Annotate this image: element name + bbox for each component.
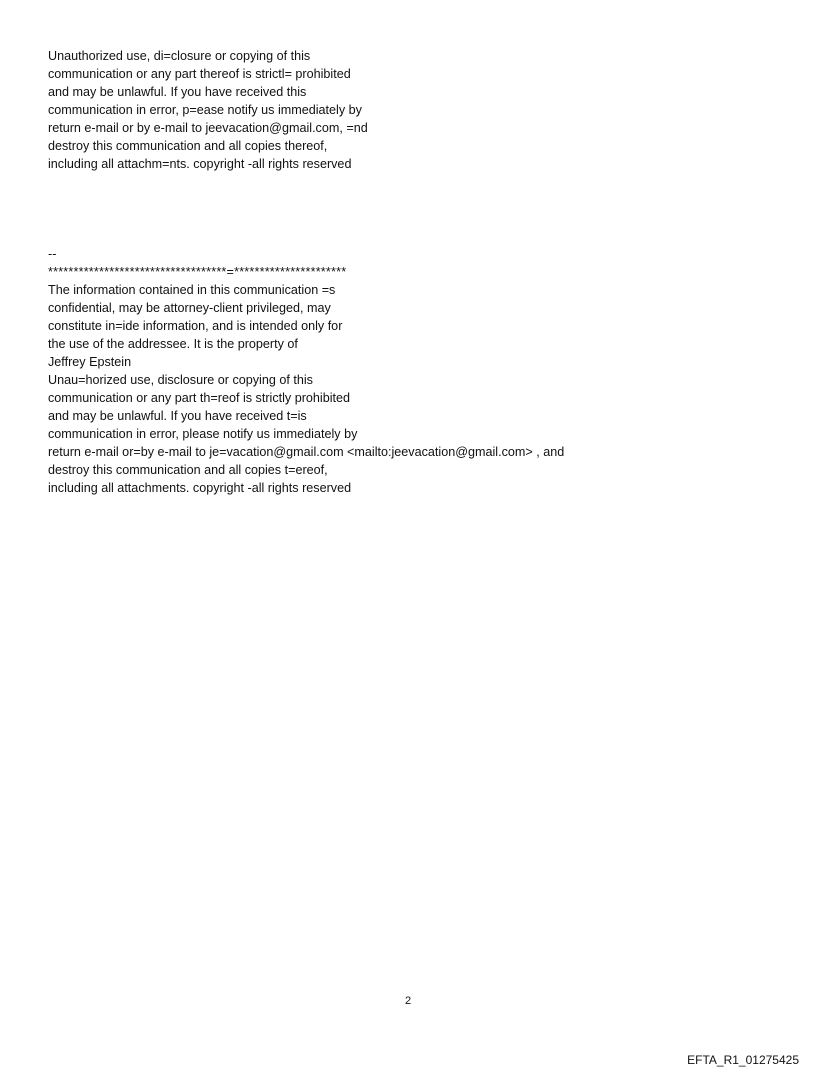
disclaimer-line: Unauthorized use, di=closure or copying of this [48, 49, 311, 63]
disclaimer-line: communication in error, please notify us immediately by [48, 427, 358, 441]
disclaimer-line: and may be unlawful. If you have received this [48, 85, 307, 99]
spacer [48, 227, 768, 245]
spacer [48, 209, 768, 227]
disclaimer-line: communication or any part th=reof is strictly prohibited [48, 391, 351, 405]
signature-separator-dash: -- [48, 247, 57, 261]
page-number: 2 [404, 995, 412, 1007]
email-body-text [48, 47, 768, 497]
disclaimer-line: destroy this communication and all copies thereof, [48, 139, 328, 153]
disclaimer-line: including all attachm=nts. copyright -all rights reserved [48, 157, 352, 171]
disclaimer-line-with-email: return e-mail or=by e-mail to je=vacation@gmail.com <mailto:jeevacation@gmail.com> , and [48, 445, 565, 459]
disclaimer-line: including all attachments. copyright -all rights reserved [48, 481, 352, 495]
disclaimer-line: constitute in=ide information, and is intended only for [48, 319, 343, 333]
disclaimer-line: and may be unlawful. If you have received t=is [48, 409, 307, 423]
disclaimer-line: the use of the addressee. It is the property of [48, 337, 298, 351]
disclaimer-line: communication in error, p=ease notify us immediately by [48, 103, 362, 117]
disclaimer-line: confidential, may be attorney-client privileged, may [48, 301, 331, 315]
bates-number: EFTA_R1_01275425 [687, 1053, 799, 1067]
spacer [48, 191, 768, 209]
property-owner-name: Jeffrey Epstein [48, 355, 132, 369]
disclaimer-line: The information contained in this communication =s [48, 283, 336, 297]
spacer [48, 173, 768, 191]
disclaimer-line: destroy this communication and all copies t=ereof, [48, 463, 328, 477]
disclaimer-line: Unau=horized use, disclosure or copying of this [48, 373, 313, 387]
disclaimer-line: communication or any part thereof is strictl= prohibited [48, 67, 351, 81]
asterisk-separator: ***********************************=********************** [48, 265, 347, 279]
disclaimer-line: return e-mail or by e-mail to jeevacation@gmail.com, =nd [48, 121, 368, 135]
